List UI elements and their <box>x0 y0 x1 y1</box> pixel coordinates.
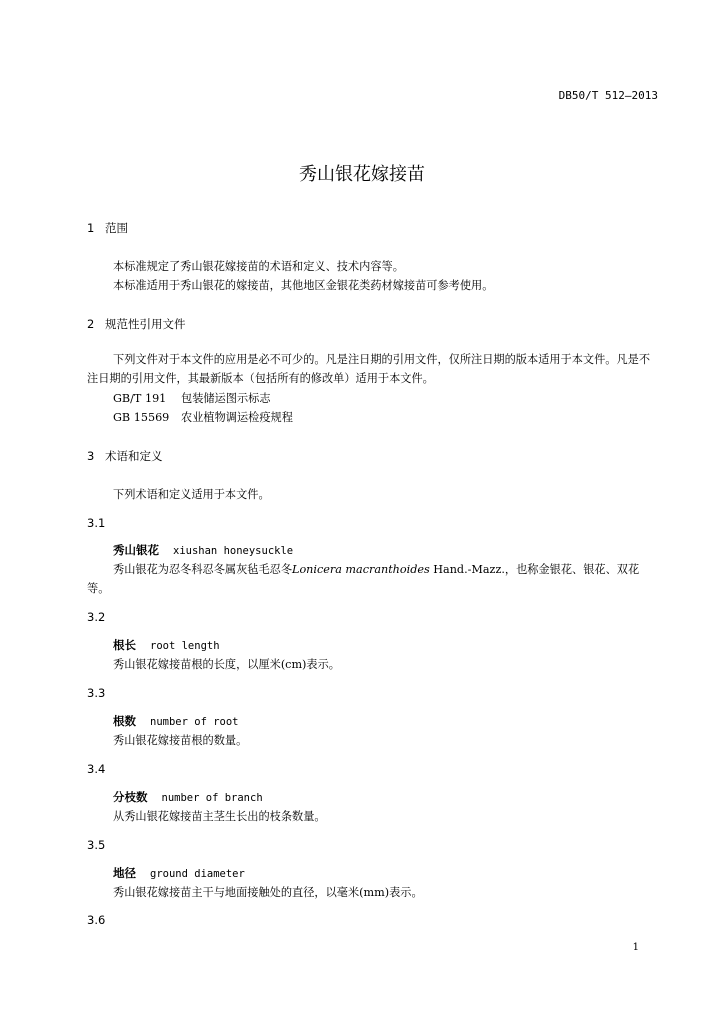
section-1-heading <box>87 220 128 236</box>
subsection-number: 3.4 <box>87 762 106 776</box>
subsection-number: 3.3 <box>87 686 106 700</box>
subsection-number: 3.5 <box>87 838 106 852</box>
section-title: 规范性引用文件 <box>105 317 186 331</box>
subsection-number: 3.6 <box>87 913 106 927</box>
term-english: xiushan honeysuckle <box>173 545 294 557</box>
terms-intro-paragraph: 下列术语和定义适用于本文件。 <box>113 488 270 501</box>
scope-paragraph-2: 本标准适用于秀山银花的嫁接苗，其他地区金银花类药材嫁接苗可参考使用。 <box>113 279 494 292</box>
term-definition: 从秀山银花嫁接苗主茎生长出的枝条数量。 <box>113 810 326 823</box>
scope-paragraph-1: 本标准规定了秀山银花嫁接苗的术语和定义、技术内容等。 <box>113 260 404 273</box>
page-number: 1 <box>632 942 639 953</box>
term-chinese: 根长 <box>113 638 136 652</box>
definition-text: Hand.-Mazz.，也称金银花、银花、双花等。 <box>87 563 640 595</box>
normative-references-paragraph: 下列文件对于本文件的应用是必不可少的。凡是注日期的引用文件，仅所注日期的版本适用于本文件。凡是不注日期的引用文件，其最新版本（包括所有的修改单）适用于本文件。 <box>87 353 651 385</box>
section-number: 2 <box>87 317 95 331</box>
section-number: 1 <box>87 221 95 235</box>
reference-code: GB/T 191 <box>113 392 167 405</box>
term-definition: 秀山银花嫁接苗主干与地面接触处的直径，以毫米(mm)表示。 <box>113 886 423 899</box>
term-definition: 秀山银花嫁接苗根的数量。 <box>113 734 248 747</box>
reference-name: 农业植物调运检疫规程 <box>181 411 293 424</box>
term-chinese: 秀山银花 <box>113 543 159 557</box>
reference-code: GB 15569 <box>113 411 170 424</box>
term-entry <box>113 542 293 558</box>
term-english: number of branch <box>161 792 263 804</box>
reference-name: 包装储运图示标志 <box>181 392 271 405</box>
section-title: 术语和定义 <box>105 449 163 463</box>
term-entry <box>113 865 245 881</box>
definition-text: 秀山银花为忍冬科忍冬属灰毡毛忍冬 <box>113 563 293 576</box>
subsection-number: 3.1 <box>87 516 106 530</box>
term-chinese: 根数 <box>113 714 136 728</box>
section-number: 3 <box>87 449 95 463</box>
reference-item <box>113 390 271 406</box>
term-entry <box>113 637 220 653</box>
term-definition: 秀山银花嫁接苗根的长度，以厘米(cm)表示。 <box>113 658 340 671</box>
reference-item <box>113 409 293 425</box>
latin-species-name: Lonicera macranthoides <box>292 563 430 576</box>
term-english: number of root <box>150 716 239 728</box>
subsection-number: 3.2 <box>87 610 106 624</box>
section-2-heading <box>87 316 186 332</box>
section-3-heading <box>87 448 163 464</box>
document-title: 秀山银花嫁接苗 <box>299 164 425 185</box>
term-entry <box>113 713 239 729</box>
term-definition <box>87 560 657 598</box>
section-title: 范围 <box>105 221 128 235</box>
term-chinese: 分枝数 <box>113 790 148 804</box>
term-english: root length <box>150 640 220 652</box>
term-chinese: 地径 <box>113 866 136 880</box>
standard-code: DB50/T 512—2013 <box>558 89 658 102</box>
term-english: ground diameter <box>150 868 245 880</box>
term-entry <box>113 789 263 805</box>
